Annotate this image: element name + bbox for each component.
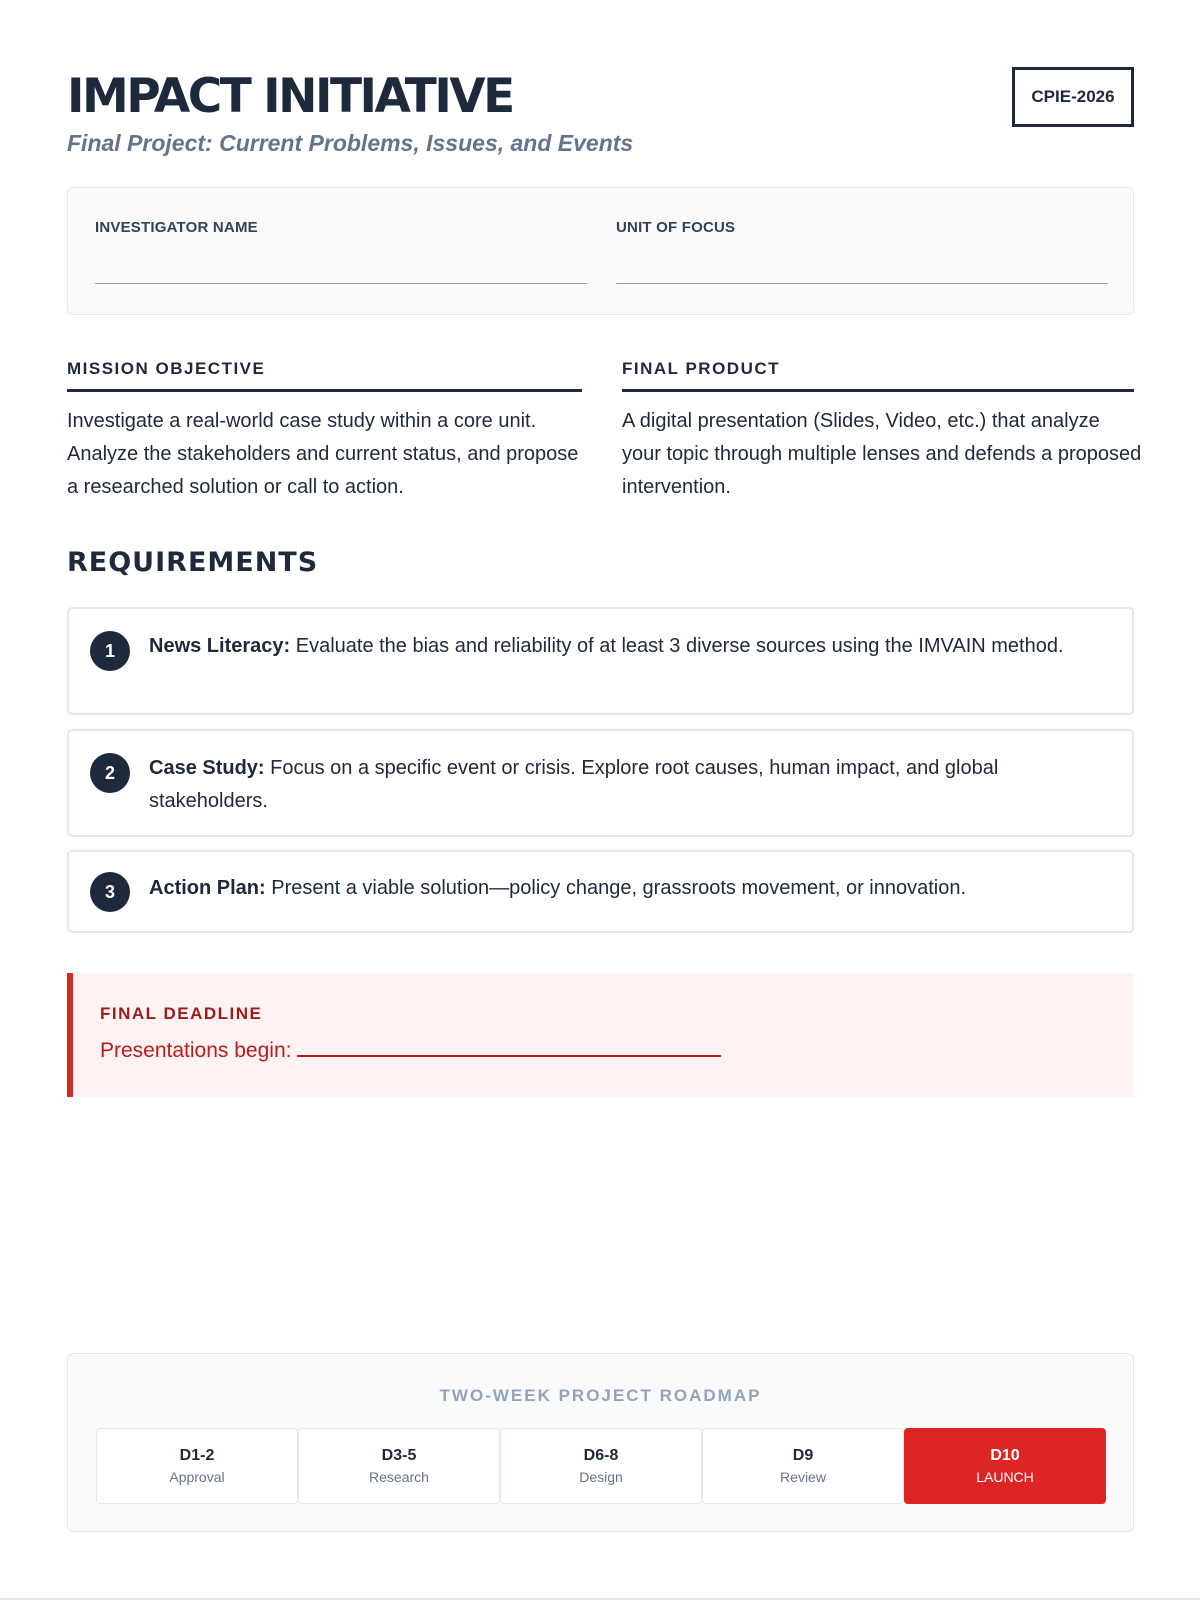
roadmap-title: TWO-WEEK PROJECT ROADMAP bbox=[439, 1386, 762, 1405]
roadmap-step bbox=[298, 1428, 500, 1504]
deadline-text: Presentations begin: bbox=[100, 1039, 292, 1062]
page-subtitle: Final Project: Current Problems, Issues, and Events bbox=[67, 130, 634, 156]
page-title: IMPACT INITIATIVE bbox=[67, 69, 513, 124]
roadmap-step bbox=[96, 1428, 298, 1504]
step-day: D6-8 bbox=[583, 1447, 619, 1464]
roadmap-step bbox=[702, 1428, 904, 1504]
deadline-label: FINAL DEADLINE bbox=[100, 1004, 263, 1023]
step-day: D9 bbox=[792, 1447, 814, 1464]
requirement-text bbox=[149, 872, 1092, 905]
deadline-date-blank[interactable] bbox=[297, 1037, 721, 1057]
product-divider bbox=[622, 389, 1134, 392]
step-name: Research bbox=[369, 1469, 429, 1485]
roadmap-panel bbox=[67, 1353, 1134, 1532]
investigator-name-line[interactable] bbox=[95, 283, 587, 284]
requirement-card bbox=[67, 607, 1134, 715]
roadmap-step-launch bbox=[904, 1428, 1106, 1504]
requirement-title: Action Plan: bbox=[149, 877, 266, 899]
requirement-text bbox=[149, 630, 1092, 663]
requirement-text bbox=[149, 752, 1092, 818]
step-day: D10 bbox=[990, 1447, 1020, 1464]
product-text: A digital presentation (Slides, Video, etc.) that analyze your topic through multiple lenses and defends a proposed intervention. bbox=[622, 410, 1142, 498]
requirement-number-badge: 1 bbox=[90, 631, 130, 671]
step-name: Approval bbox=[169, 1469, 225, 1485]
unit-field bbox=[616, 218, 735, 238]
step-day: D1-2 bbox=[179, 1447, 215, 1464]
deadline-line bbox=[100, 1037, 721, 1065]
roadmap-step bbox=[500, 1428, 702, 1504]
student-info-panel bbox=[67, 187, 1134, 315]
step-day: D3-5 bbox=[381, 1447, 417, 1464]
step-name: LAUNCH bbox=[976, 1469, 1034, 1485]
requirement-card bbox=[67, 850, 1134, 933]
mission-divider bbox=[67, 389, 582, 392]
requirement-description: Focus on a specific event or crisis. Explore root causes, human impact, and global stakeholders. bbox=[149, 757, 999, 812]
step-name: Review bbox=[780, 1469, 826, 1485]
unit-label: UNIT OF FOCUS bbox=[616, 219, 736, 236]
deadline-callout bbox=[67, 973, 1134, 1097]
step-name: Design bbox=[579, 1469, 623, 1485]
roadmap-steps bbox=[96, 1428, 1106, 1504]
requirement-title: Case Study: bbox=[149, 757, 265, 779]
requirement-number-badge: 3 bbox=[90, 872, 130, 912]
requirement-card bbox=[67, 729, 1134, 837]
product-heading: FINAL PRODUCT bbox=[622, 359, 781, 378]
requirement-description: Present a viable solution—policy change, grassroots movement, or innovation. bbox=[265, 877, 967, 899]
course-code-badge: CPIE-2026 bbox=[1012, 67, 1134, 127]
requirement-description: Evaluate the bias and reliability of at least 3 diverse sources using the IMVAIN method. bbox=[290, 635, 1064, 657]
unit-of-focus-line[interactable] bbox=[616, 283, 1108, 284]
requirement-number-badge: 2 bbox=[90, 753, 130, 793]
investigator-field bbox=[95, 218, 258, 238]
requirement-title: News Literacy: bbox=[149, 635, 291, 657]
requirements-heading: REQUIREMENTS bbox=[67, 547, 319, 578]
investigator-label: INVESTIGATOR NAME bbox=[95, 219, 258, 236]
mission-text: Investigate a real-world case study within a core unit. Analyze the stakeholders and current status, and propose a researched solution or call to action. bbox=[67, 410, 579, 498]
mission-heading: MISSION OBJECTIVE bbox=[67, 359, 266, 378]
